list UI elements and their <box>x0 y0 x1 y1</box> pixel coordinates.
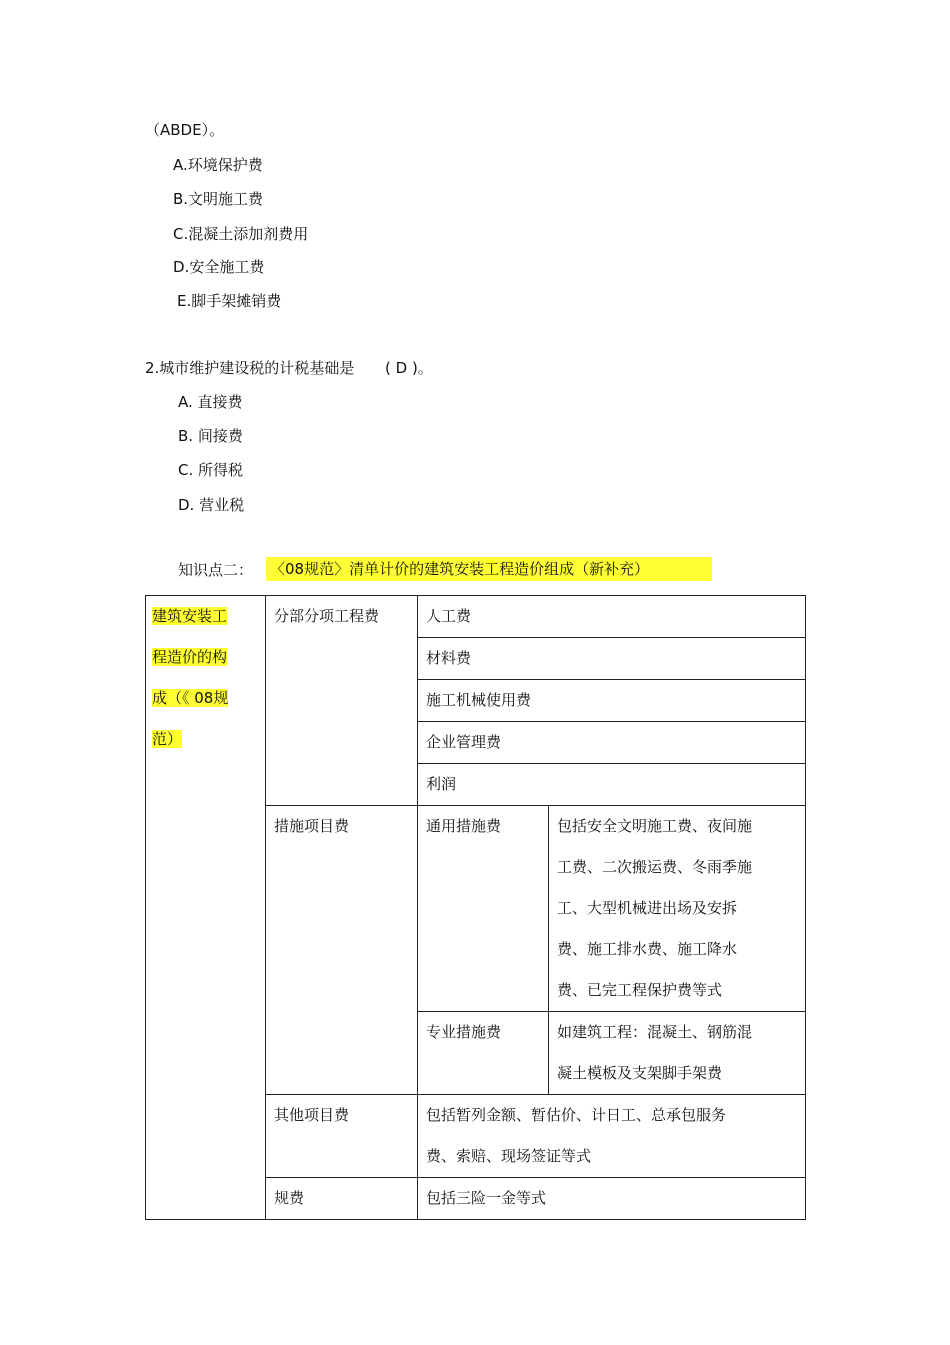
r2-sub2-desc <box>549 1012 806 1095</box>
r4-desc: 包括三险一金等式 <box>418 1178 806 1220</box>
q2-option-d: D. 营业税 <box>178 496 245 514</box>
r3-desc <box>418 1095 806 1178</box>
q1-option-a: A.环境保护费 <box>173 156 263 174</box>
r3-label: 其他项目费 <box>266 1095 418 1178</box>
r2-sub1-desc-line: 费、已完工程保护费等式 <box>557 981 723 999</box>
r1-item-5: 利润 <box>418 764 806 806</box>
r2-sub1-desc-line: 工、大型机械进出场及安拆 <box>557 899 738 917</box>
root-cell <box>146 596 266 1220</box>
knowledge-point-title: 〈08规范〉清单计价的建筑安装工程造价组成（新补充） <box>266 557 712 581</box>
r1-item-2: 材料费 <box>418 638 806 680</box>
r2-sub2-desc-line: 凝土模板及支架脚手架费 <box>557 1064 723 1082</box>
q1-option-b: B.文明施工费 <box>173 190 264 208</box>
r2-sub2-label: 专业措施费 <box>418 1012 549 1095</box>
r2-sub1-label: 通用措施费 <box>418 806 549 1012</box>
q2-option-c: C. 所得税 <box>178 461 244 479</box>
r3-desc-line: 费、索赔、现场签证等式 <box>426 1147 592 1165</box>
q1-option-d: D.安全施工费 <box>173 258 265 276</box>
r1-item-1: 人工费 <box>418 596 806 638</box>
r2-sub1-desc-line: 包括安全文明施工费、夜间施 <box>557 817 753 835</box>
r1-item-4: 企业管理费 <box>418 722 806 764</box>
r2-sub2-desc-line: 如建筑工程：混凝土、钢筋混 <box>557 1023 753 1041</box>
r2-label: 措施项目费 <box>266 806 418 1095</box>
q2-option-b: B. 间接费 <box>178 427 243 445</box>
q2-stem: 2.城市维护建设税的计税基础是 <box>145 359 355 377</box>
root-line-2: 程造价的构 <box>152 648 228 666</box>
q1-option-e: E.脚手架摊销费 <box>177 292 282 310</box>
cost-composition-table <box>145 595 806 1220</box>
q1-option-c: C.混凝土添加剂费用 <box>173 225 309 243</box>
r1-item-3: 施工机械使用费 <box>418 680 806 722</box>
r4-label: 规费 <box>266 1178 418 1220</box>
root-line-1: 建筑安装工 <box>152 607 228 625</box>
r3-desc-line: 包括暂列金额、暂估价、计日工、总承包服务 <box>426 1106 727 1124</box>
r2-sub1-desc-line: 工费、二次搬运费、冬雨季施 <box>557 858 753 876</box>
knowledge-point-label: 知识点二： <box>178 561 254 579</box>
r2-sub1-desc-line: 费、施工排水费、施工降水 <box>557 940 738 958</box>
q1-answer: （ABDE）。 <box>145 121 225 139</box>
root-line-3: 成（《 08规 <box>152 689 229 707</box>
r2-sub1-desc <box>549 806 806 1012</box>
r1-label: 分部分项工程费 <box>266 596 418 806</box>
q2-answer: ( D )。 <box>385 359 433 377</box>
q2-option-a: A. 直接费 <box>178 393 243 411</box>
root-line-4: 范） <box>152 730 183 748</box>
